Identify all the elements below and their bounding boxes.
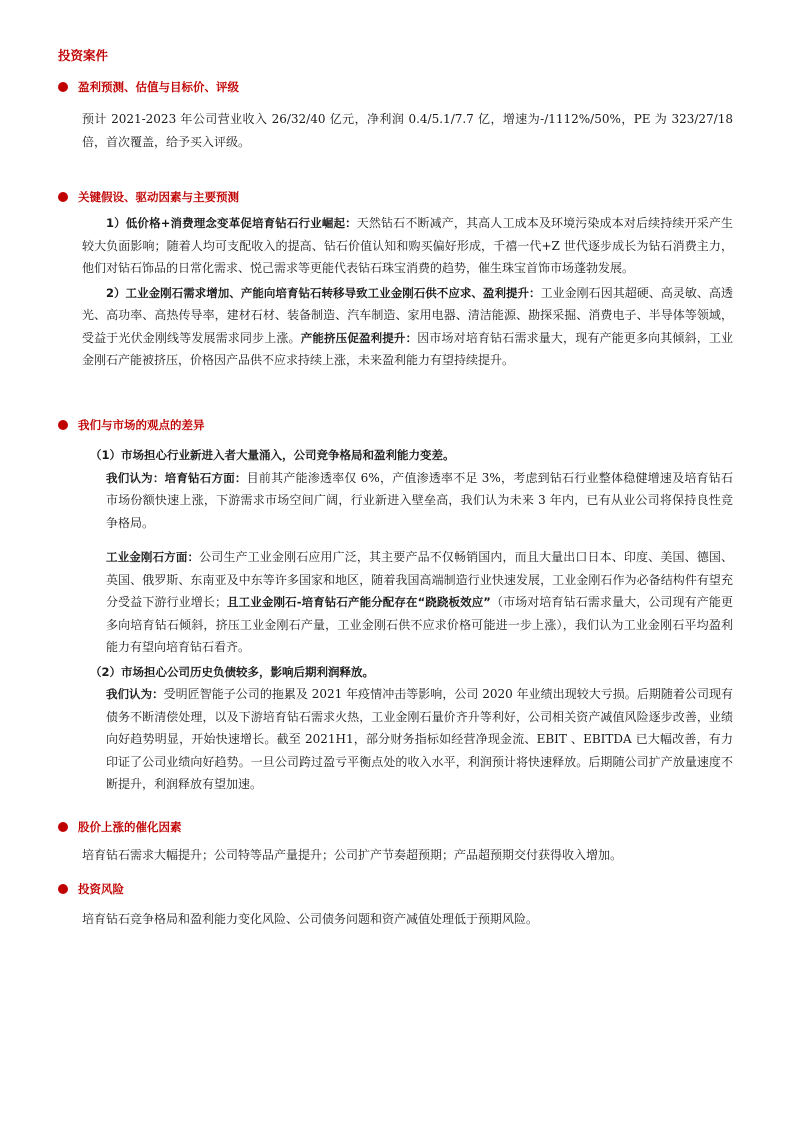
- market-concern-1-text: （1）市场担心行业新进入者大量涌入，公司竞争格局和盈利能力变差。: [90, 448, 455, 462]
- section-heading-text: 盈利预测、估值与目标价、评级: [78, 80, 239, 94]
- paragraph: 预计 2021-2023 年公司营业收入 26/32/40 亿元，净利润 0.4/5.1/7.7 亿，增速为-/1112%/50%，PE 为 323/27/18 倍，首次覆盖，给予买入评级。: [82, 112, 733, 149]
- section-heading-text: 我们与市场的观点的差异: [78, 418, 205, 432]
- market-concern-2-text: （2）市场担心公司历史负债较多，影响后期利润释放。: [90, 664, 374, 679]
- our-view-debt: [58, 683, 733, 796]
- paragraph-assumption-2: [82, 282, 733, 372]
- our-view-debt-lead: 我们认为：: [106, 687, 164, 701]
- assumption-2-text: 工业金刚石因其超硬、高灵敏、高透光、高功率、高热传导率，建材石材、装备制造、汽车制造、家用电器、清洁能源、勘探采掘、消费电子、半导体等领域，受益于光伏金刚线等发展需求同步上涨。: [82, 285, 733, 345]
- section-investment-risk: [58, 880, 733, 931]
- section-heading: [58, 818, 733, 836]
- section-heading: [58, 416, 733, 434]
- bullet-dot-icon: [58, 420, 68, 430]
- our-view-diamond: [58, 467, 733, 535]
- section-earnings-forecast: [58, 78, 733, 153]
- section-heading: [58, 188, 733, 206]
- paragraph-assumption-1: [82, 212, 733, 280]
- our-view-diamond-lead: 我们认为：培育钻石方面：: [106, 470, 247, 485]
- paragraph: 培育钻石竞争格局和盈利能力变化风险、公司债务问题和资产减值处理低于预期风险。: [82, 912, 539, 926]
- section-key-assumptions: [58, 188, 733, 372]
- our-view-industrial-text: 公司生产工业金刚石应用广泛，其主要产品不仅畅销国内，而且大量出口日本、印度、美国、德国、英国、俄罗斯、东南亚及中东等许多国家和地区，随着我国高端制造行业快速发展，工业金刚石作为必备结构件有望充分受益下游行业增长；: [106, 550, 734, 609]
- market-concern-2: [58, 661, 733, 684]
- market-concern-1: [58, 444, 733, 467]
- our-view-industrial: [58, 546, 733, 659]
- document-title: 投资案件: [58, 48, 109, 63]
- bullet-dot-icon: [58, 192, 68, 202]
- assumption-2-text-2: 因市场对培育钻石需求量大，现有产能更多向其倾斜，工业金刚石产能被挤压，价格因产品供不应求持续上涨，未来盈利能力有望持续提升。: [82, 330, 733, 367]
- assumption-2-lead-2: 产能挤压促盈利提升：: [300, 330, 418, 345]
- bullet-dot-icon: [58, 82, 68, 92]
- bullet-dot-icon: [58, 884, 68, 894]
- our-view-industrial-lead: 工业金刚石方面：: [106, 550, 200, 564]
- section-heading: [58, 880, 733, 898]
- section-heading: [58, 78, 733, 96]
- our-view-debt-text: 受明匠智能子公司的拖累及 2021 年疫情冲击等影响，公司 2020 年业绩出现较大亏损。后期随着公司现有债务不断清偿处理，以及下游培育钻石需求火热，工业金刚石量价齐升等利好，公司相关资产减值风险逐步改善，业绩向好趋势明显，开始快速增长。截至 2021H1，部分财务指标如经营净现金流、EBIT 、EBITDA 已大幅改善，有力印证了公司业绩向好趋势。一旦公司跨过盈亏平衡点处的收入水平，利润预计将快速释放。后期随公司扩产放量速度不断提升，利润释放有望加速。: [106, 687, 734, 791]
- section-heading-text: 关键假设、驱动因素与主要预测: [78, 190, 239, 204]
- our-view-diamond-text: 目前其产能渗透率仅 6%，产值渗透率不足 3%，考虑到钻石行业整体稳健增速及培育钻石市场份额快速上涨，下游需求市场空间广阔，行业新进入壁垒高，我们认为未来 3 年内，已有从业公司将保持良性竞争格局。: [106, 470, 733, 530]
- assumption-1-text: 天然钻石不断减产，其高人工成本及环境污染成本对后续持续开采产生较大负面影响；随着人均可支配收入的提高、钻石价值认知和购买偏好形成，千禧一代+Z 世代逐步成长为钻石消费主力，他们对钻石饰品的日常化需求、悦己需求等更能代表钻石珠宝消费的趋势，催生珠宝首饰市场蓬勃发展。: [82, 216, 733, 275]
- our-view-industrial-text-2: （市场对培育钻石需求量大，公司现有产能更多向培育钻石倾斜，挤压工业金刚石产量，工业金刚石供不应求价格可能进一步上涨），我们认为工业金刚石平均盈利能力有望向培育钻石看齐。: [106, 595, 733, 654]
- assumption-2-lead: 2）工业金刚石需求增加、产能向培育钻石转移导致工业金刚石供不应求、盈利提升：: [106, 285, 541, 300]
- our-view-industrial-lead-2: 且工业金刚石-培育钻石产能分配存在“跷跷板效应”: [226, 595, 491, 609]
- section-market-difference: [58, 416, 733, 796]
- assumption-1-lead: 1）低价格+消费理念变革促培育钻石行业崛起：: [106, 216, 357, 230]
- bullet-dot-icon: [58, 822, 68, 832]
- section-heading-text: 股价上涨的催化因素: [78, 820, 182, 834]
- section-heading-text: 投资风险: [78, 882, 124, 896]
- section-catalysts: [58, 818, 733, 867]
- paragraph: 培育钻石需求大幅提升；公司特等品产量提升；公司扩产节奏超预期；产品超预期交付获得收入增加。: [82, 848, 623, 862]
